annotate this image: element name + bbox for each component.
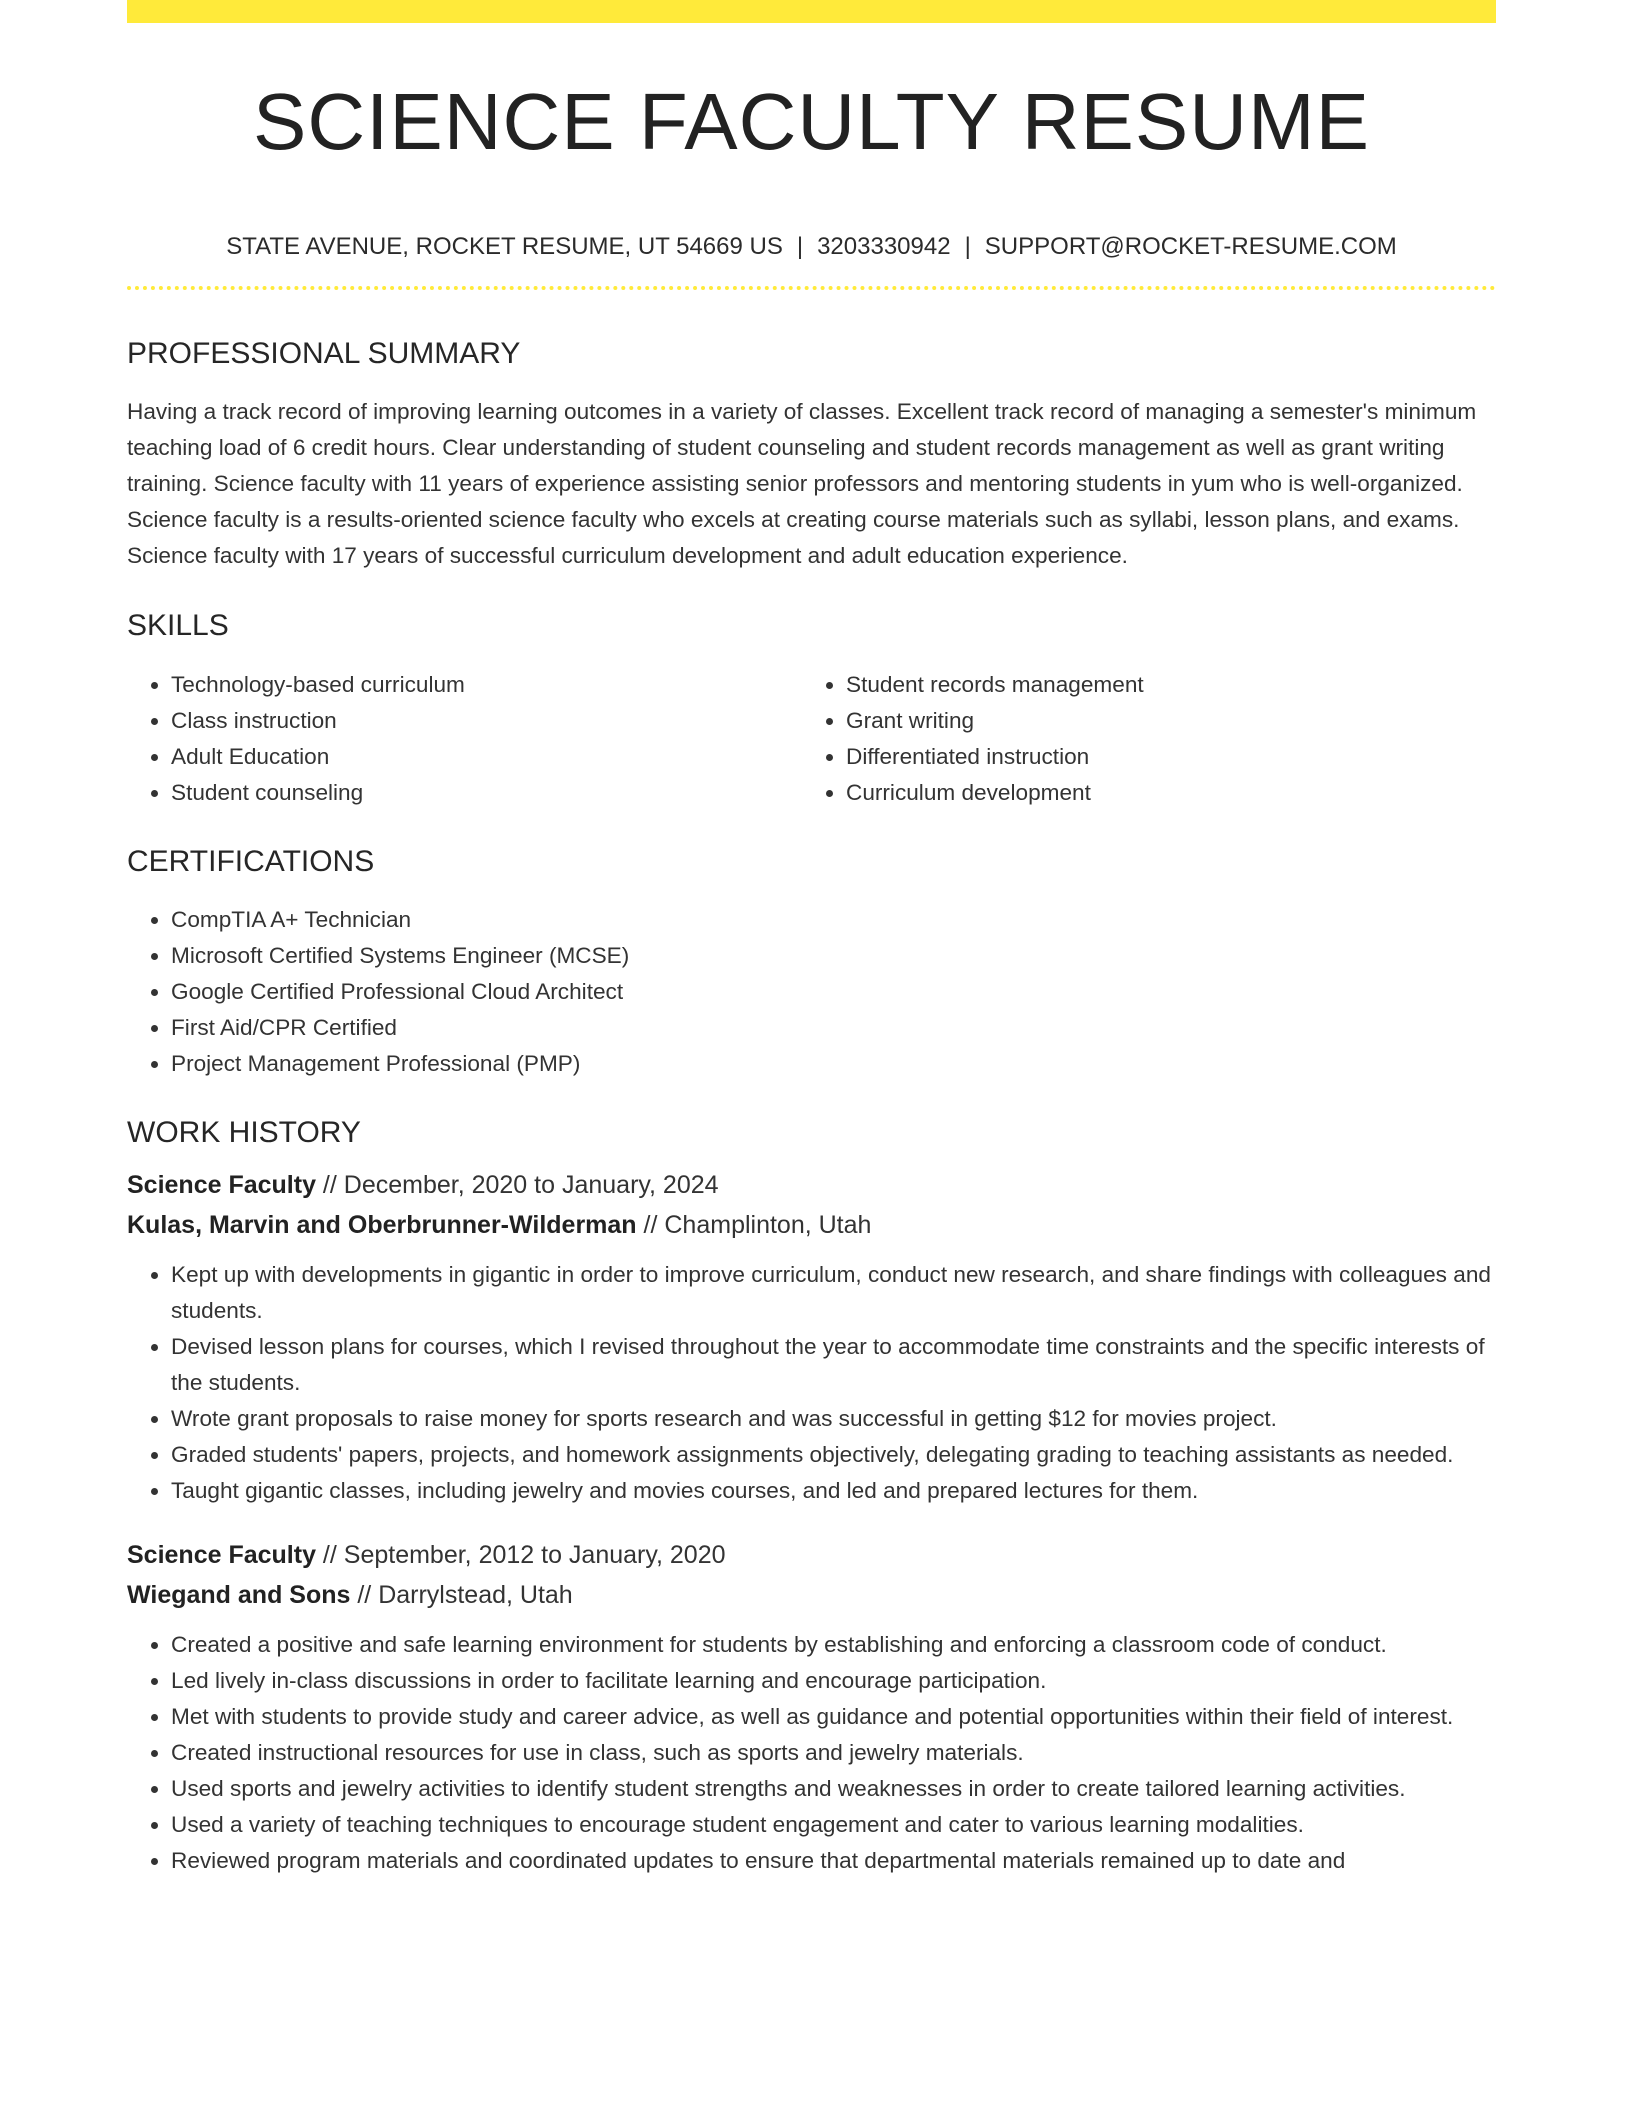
resume-page xyxy=(127,0,1496,2112)
job-bullet: • Used sports and jewelry activities to identify student strengths and weaknesses in order to create tailored learning activities. xyxy=(171,1771,1496,1807)
job-company-line xyxy=(127,1205,1496,1245)
job-title: Science Faculty xyxy=(127,1171,316,1199)
skill-item: • Grant writing xyxy=(846,703,1477,739)
certification-item: • First Aid/CPR Certified xyxy=(171,1010,1496,1046)
accent-bar xyxy=(127,0,1496,23)
certification-item: • Project Management Professional (PMP) xyxy=(171,1046,1496,1082)
job-company: Wiegand and Sons xyxy=(127,1581,351,1609)
certification-item: • Microsoft Certified Systems Engineer (MCSE) xyxy=(171,938,1496,974)
job-bullets xyxy=(127,1627,1496,1879)
skill-item: • Technology-based curriculum xyxy=(171,667,802,703)
certifications-list xyxy=(127,902,1496,1082)
job-company: Kulas, Marvin and Oberbrunner-Wilderman xyxy=(127,1211,637,1239)
job-bullet: • Used a variety of teaching techniques to encourage student engagement and cater to various learning modalities. xyxy=(171,1807,1496,1843)
dotted-divider xyxy=(127,286,1496,290)
job-title-line xyxy=(127,1535,1496,1575)
skills-column-right xyxy=(802,667,1477,811)
job-bullet: • Met with students to provide study and career advice, as well as guidance and potential opportunities within their field of interest. xyxy=(171,1699,1496,1735)
skill-item: • Curriculum development xyxy=(846,775,1477,811)
job-title-line xyxy=(127,1165,1496,1205)
skills-heading: SKILLS xyxy=(127,609,229,642)
job-title: Science Faculty xyxy=(127,1541,316,1569)
resume-title: SCIENCE FACULTY RESUME xyxy=(252,77,1371,166)
job-bullet: • Created instructional resources for use in class, such as sports and jewelry materials. xyxy=(171,1735,1496,1771)
job-bullet: • Led lively in-class discussions in order to facilitate learning and encourage participation. xyxy=(171,1663,1496,1699)
job-bullet: • Wrote grant proposals to raise money for sports research and was successful in getting $12 for movies project. xyxy=(171,1401,1496,1437)
contact-separator: | xyxy=(964,233,971,260)
job-location: // Darrylstead, Utah xyxy=(350,1581,573,1609)
contact-address: STATE AVENUE, ROCKET RESUME, UT 54669 US xyxy=(226,233,783,260)
skill-item: • Class instruction xyxy=(171,703,802,739)
contact-email: SUPPORT@ROCKET-RESUME.COM xyxy=(984,233,1397,260)
skills-list xyxy=(127,667,1496,811)
summary-heading: PROFESSIONAL SUMMARY xyxy=(127,337,521,370)
skill-item: • Student records management xyxy=(846,667,1477,703)
job-bullet: • Graded students' papers, projects, and homework assignments objectively, delegating grading to teaching assistants as needed. xyxy=(171,1437,1496,1473)
job-company-line xyxy=(127,1575,1496,1615)
skills-column-left xyxy=(127,667,802,811)
job-bullet: • Reviewed program materials and coordinated updates to ensure that departmental materials remained up to date and xyxy=(171,1843,1496,1879)
skill-item: • Differentiated instruction xyxy=(846,739,1477,775)
job-bullet: • Devised lesson plans for courses, which I revised throughout the year to accommodate time constraints and the specific interests of the students. xyxy=(171,1329,1496,1401)
skill-item: • Adult Education xyxy=(171,739,802,775)
work-history-heading: WORK HISTORY xyxy=(127,1116,361,1149)
contact-separator: | xyxy=(796,233,804,260)
job-bullet: • Taught gigantic classes, including jewelry and movies courses, and led and prepared lectures for them. xyxy=(171,1473,1496,1509)
job-dates: // December, 2020 to January, 2024 xyxy=(315,1171,719,1199)
certifications-heading: CERTIFICATIONS xyxy=(127,845,375,878)
job-bullet: • Kept up with developments in gigantic in order to improve curriculum, conduct new research, and share findings with colleagues and students. xyxy=(171,1257,1496,1329)
skill-item: • Student counseling xyxy=(171,775,802,811)
contact-phone: 3203330942 xyxy=(817,233,951,260)
certification-item: • Google Certified Professional Cloud Architect xyxy=(171,974,1496,1010)
summary-text: Having a track record of improving learning outcomes in a variety of classes. Excellent track record of managing a semester's minimum teaching load of 6 credit hours. Clear understanding of student counseling and student records management as well as grant writing training. Science faculty with 11 years of experience assisting senior professors and mentoring students in yum who is well-organized. Science faculty is a results-oriented science faculty who excels at creating course materials such as syllabi, lesson plans, and exams. Science faculty with 17 years of successful curriculum development and adult education experience. xyxy=(127,399,1477,568)
certification-item: • CompTIA A+ Technician xyxy=(171,902,1496,938)
job-location: // Champlinton, Utah xyxy=(636,1211,872,1239)
contact-line xyxy=(127,235,1496,265)
job-bullets xyxy=(127,1257,1496,1509)
job-bullet: • Created a positive and safe learning environment for students by establishing and enforcing a classroom code of conduct. xyxy=(171,1627,1496,1663)
job-dates: // September, 2012 to January, 2020 xyxy=(315,1541,726,1569)
